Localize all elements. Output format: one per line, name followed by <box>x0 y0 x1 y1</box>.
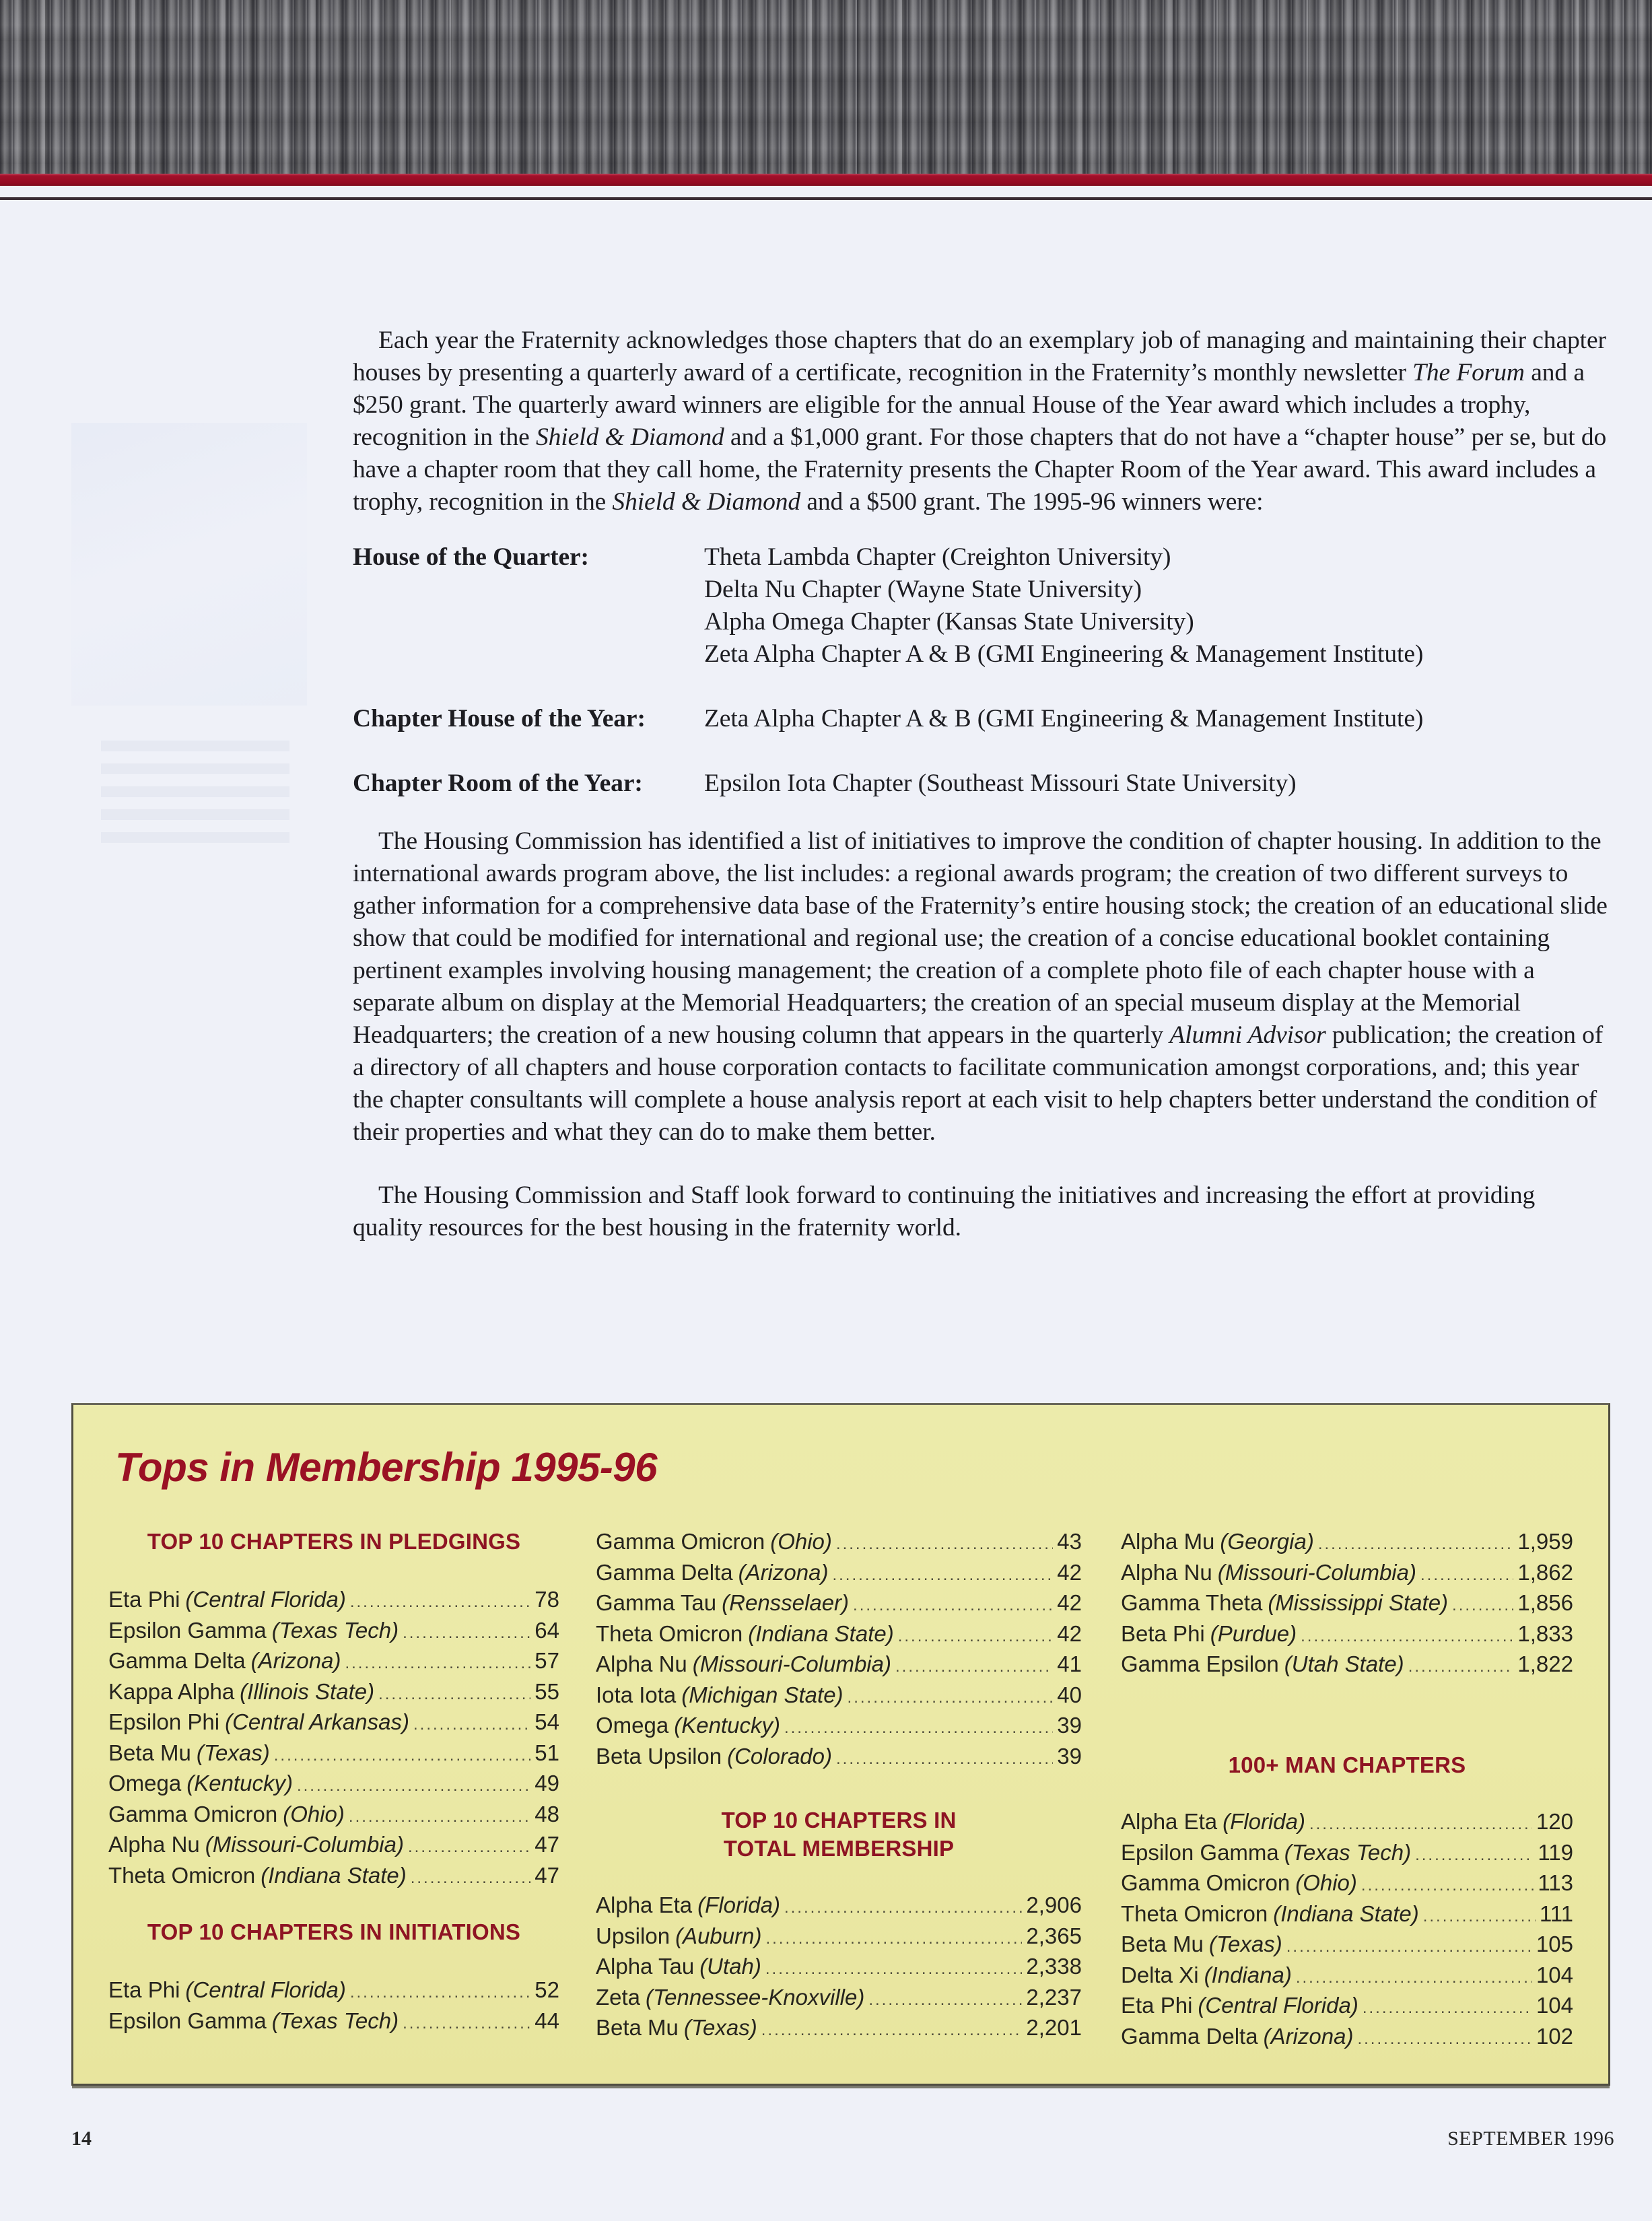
school-name: (Ohio) <box>770 1529 832 1554</box>
list-item <box>108 1708 559 1739</box>
school-name: (Texas Tech) <box>271 1617 399 1643</box>
dot-leader <box>848 1684 1054 1712</box>
count-value: 120 <box>1536 1809 1573 1834</box>
chapter-name: Upsilon <box>596 1923 670 1948</box>
award-winner: Alpha Omega Chapter (Kansas State University) <box>704 608 1194 636</box>
list-item <box>1121 1620 1573 1651</box>
chapter-name: Omega <box>108 1771 182 1796</box>
text-run: Each year the Fraternity acknowledges those chapters that do an exemplary job of managing and maintaining their chapter houses by presenting a quarterly award of a certificate, recognition in the Fraternity’s monthly newsletter <box>353 327 1606 386</box>
school-name: (Utah) <box>699 1954 761 1979</box>
count-value: 102 <box>1536 2023 1573 2049</box>
heading-line: TOTAL MEMBERSHIP <box>723 1836 955 1861</box>
school-name: (Florida) <box>697 1892 780 1917</box>
dot-leader <box>345 1649 530 1678</box>
count-value: 113 <box>1538 1870 1573 1895</box>
count-value: 104 <box>1536 1993 1573 2018</box>
count-value: 64 <box>535 1617 559 1643</box>
chapter-name: Epsilon Phi <box>108 1709 220 1734</box>
school-name: (Arizona) <box>250 1648 341 1673</box>
school-name: (Kentucky) <box>674 1713 780 1738</box>
granite-header-band <box>0 0 1652 174</box>
school-name: (Missouri-Columbia) <box>205 1832 404 1857</box>
school-name: (Central Florida) <box>185 1977 346 2002</box>
dot-leader <box>413 1711 530 1739</box>
dot-leader <box>411 1864 531 1892</box>
count-value: 41 <box>1057 1651 1082 1676</box>
list-item <box>596 1742 1082 1773</box>
publication-title: Shield & Diamond <box>612 488 801 516</box>
intro-paragraph <box>353 324 1610 518</box>
tops-title: Tops in Membership 1995-96 <box>115 1445 658 1490</box>
count-value: 42 <box>1057 1590 1082 1615</box>
list-item <box>108 1769 559 1800</box>
school-name: (Auburn) <box>675 1923 762 1948</box>
school-name: (Missouri-Columbia) <box>692 1651 891 1676</box>
list-item <box>596 1528 1082 1559</box>
award-label-house-of-year: Chapter House of the Year: <box>353 705 646 732</box>
count-value: 39 <box>1057 1713 1082 1738</box>
count-value: 49 <box>535 1771 559 1796</box>
dot-leader <box>350 1588 530 1616</box>
list-item <box>108 1647 559 1678</box>
chapter-name: Gamma Epsilon <box>1121 1651 1279 1676</box>
faded-portrait-photo <box>71 423 307 706</box>
hundred-plus-list <box>1121 1808 1573 2053</box>
total-membership-heading <box>596 1806 1082 1863</box>
count-value: 2,365 <box>1026 1923 1082 1948</box>
list-item <box>108 1831 559 1861</box>
list-item <box>108 1616 559 1647</box>
spacer <box>353 735 704 767</box>
dot-leader <box>853 1592 1053 1620</box>
school-name: (Texas) <box>683 2015 757 2040</box>
list-item <box>596 1589 1082 1620</box>
school-name: (Georgia) <box>1220 1529 1314 1554</box>
award-winners-room-of-year <box>704 767 1610 800</box>
article-body <box>353 324 1610 1244</box>
chapter-name: Delta Xi <box>1121 1962 1199 1987</box>
text-run: and a $250 grant. The quarterly award winners are eligible for the annual House of the Year award which includes a trophy, recognition in the <box>353 359 1585 451</box>
closing-paragraph: The Housing Commission and Staff look forward to continuing the initiatives and increasing the effort at providing quality resources for the best housing in the fraternity world. <box>353 1182 1536 1241</box>
school-name: (Utah State) <box>1284 1651 1404 1676</box>
list-item <box>1121 1869 1573 1900</box>
dot-leader <box>868 1986 1022 2014</box>
school-name: (Arizona) <box>1263 2023 1354 2049</box>
list-item <box>596 1983 1082 2014</box>
dot-leader <box>403 1619 530 1647</box>
text-run: The Housing Commission has identified a list of initiatives to improve the condition of chapter housing. In addition to the international awards program above, the list includes: a regional awards program; the creation of two different surveys to gather information for a comprehensive data base of the Fraternity’s entire housing stock; the creation of an educational slide show that could be modified for international and regional use; the creation of a concise educational booklet containing pertinent examples involving housing management; the creation of a complete photo file of each chapter house with a separate album on display at the Memorial Headquarters; the creation of an special museum display at the Memorial Headquarters; the creation of a new housing column that appears in the quarterly <box>353 827 1608 1049</box>
count-value: 48 <box>535 1801 559 1826</box>
total-membership-list-part-1 <box>596 1891 1082 2045</box>
chapter-name: Gamma Omicron <box>596 1529 765 1554</box>
dot-leader <box>836 1530 1053 1559</box>
dot-leader <box>765 1925 1022 1953</box>
dot-leader <box>408 1833 530 1861</box>
school-name: (Kentucky) <box>186 1771 293 1796</box>
school-name: (Florida) <box>1223 1809 1305 1834</box>
list-item <box>1121 1961 1573 1992</box>
list-item <box>108 1976 559 2007</box>
school-name: (Purdue) <box>1210 1620 1297 1646</box>
spacer <box>353 671 704 703</box>
chapter-name: Gamma Omicron <box>1121 1870 1290 1895</box>
count-value: 1,856 <box>1517 1590 1573 1615</box>
chapter-name: Beta Mu <box>108 1740 191 1765</box>
chapter-name: Theta Omicron <box>1121 1901 1268 1926</box>
chapter-name: Gamma Delta <box>596 1559 733 1585</box>
pledgings-heading: TOP 10 CHAPTERS IN PLEDGINGS <box>147 1529 521 1554</box>
count-value: 42 <box>1057 1559 1082 1585</box>
list-item <box>1121 1839 1573 1870</box>
school-name: (Texas Tech) <box>1284 1839 1412 1865</box>
dot-leader <box>1415 1841 1534 1870</box>
dot-leader <box>378 1680 530 1709</box>
initiatives-paragraph <box>353 825 1610 1149</box>
chapter-name: Eta Phi <box>108 1977 180 2002</box>
chapter-name: Zeta <box>596 1984 641 2010</box>
list-item <box>596 1681 1082 1712</box>
list-item <box>1121 1650 1573 1681</box>
school-name: (Ohio) <box>1295 1870 1357 1895</box>
publication-title: The Forum <box>1412 359 1525 386</box>
publication-title: Alumni Advisor <box>1169 1021 1326 1049</box>
chapter-name: Eta Phi <box>1121 1993 1193 2018</box>
school-name: (Colorado) <box>727 1743 833 1769</box>
chapter-name: Alpha Eta <box>596 1892 693 1917</box>
school-name: (Texas) <box>196 1740 270 1765</box>
pledgings-list <box>108 1585 559 1892</box>
chapter-name: Beta Mu <box>596 2015 679 2040</box>
school-name: (Central Arkansas) <box>225 1709 409 1734</box>
count-value: 47 <box>535 1832 559 1857</box>
list-item <box>596 1620 1082 1651</box>
chapter-name: Theta Omicron <box>596 1620 743 1646</box>
chapter-name: Gamma Delta <box>108 1648 246 1673</box>
list-item <box>1121 1528 1573 1559</box>
dot-leader <box>1361 1872 1534 1900</box>
school-name: (Illinois State) <box>240 1678 375 1704</box>
count-value: 1,862 <box>1517 1559 1573 1585</box>
tops-in-membership-box <box>71 1403 1610 2086</box>
award-winners-house-of-quarter <box>704 541 1610 671</box>
dot-leader <box>1309 1810 1532 1839</box>
dot-leader <box>1420 1561 1513 1590</box>
count-value: 52 <box>535 1977 559 2002</box>
dot-leader <box>1286 1933 1532 1961</box>
list-item <box>596 1711 1082 1742</box>
count-value: 1,822 <box>1517 1651 1573 1676</box>
chapter-name: Kappa Alpha <box>108 1678 235 1704</box>
award-winner: Delta Nu Chapter (Wayne State University) <box>704 576 1142 603</box>
text-run: publication; the creation of a directory of all chapters and house corporation contacts to facilitate communication amongst corporations, and; this year the chapter consultants will complete a house analysis report at each visit to help chapters better understand the condition of their properties and what they can do to make them better. <box>353 1021 1604 1146</box>
count-value: 39 <box>1057 1743 1082 1769</box>
count-value: 78 <box>535 1587 559 1612</box>
dot-leader <box>1452 1592 1513 1620</box>
count-value: 2,201 <box>1026 2015 1082 2040</box>
list-item <box>596 1650 1082 1681</box>
chapter-name: Eta Phi <box>108 1587 180 1612</box>
heading-line: TOP 10 CHAPTERS IN <box>721 1808 957 1833</box>
initiations-heading: TOP 10 CHAPTERS IN INITIATIONS <box>147 1919 521 1944</box>
chapter-name: Alpha Nu <box>108 1832 200 1857</box>
dot-leader <box>1318 1530 1514 1559</box>
count-value: 57 <box>535 1648 559 1673</box>
count-value: 1,959 <box>1517 1529 1573 1554</box>
total-membership-list-part-2 <box>1121 1528 1573 1681</box>
dot-leader <box>1301 1622 1513 1651</box>
list-item <box>108 1800 559 1831</box>
count-value: 44 <box>535 2008 559 2033</box>
list-item <box>1121 1808 1573 1839</box>
school-name: (Ohio) <box>283 1801 345 1826</box>
list-item <box>108 1861 559 1892</box>
school-name: (Central Florida) <box>1198 1993 1358 2018</box>
school-name: (Arizona) <box>738 1559 829 1585</box>
school-name: (Texas Tech) <box>271 2008 399 2033</box>
dot-leader <box>1363 1994 1532 2022</box>
chapter-name: Alpha Mu <box>1121 1529 1215 1554</box>
school-name: (Indiana) <box>1204 1962 1292 1987</box>
list-item <box>596 1891 1082 1922</box>
count-value: 43 <box>1057 1529 1082 1554</box>
school-name: (Indiana State) <box>261 1862 407 1888</box>
issue-date: SEPTEMBER 1996 <box>1447 2127 1614 2150</box>
count-value: 2,906 <box>1026 1892 1082 1917</box>
count-value: 51 <box>535 1740 559 1765</box>
dot-leader <box>761 2016 1023 2045</box>
list-item <box>108 1678 559 1709</box>
initiations-list-part-1 <box>108 1976 559 2037</box>
count-value: 1,833 <box>1517 1620 1573 1646</box>
chapter-name: Gamma Omicron <box>108 1801 278 1826</box>
school-name: (Mississippi State) <box>1268 1590 1449 1615</box>
spacer <box>704 735 1610 767</box>
award-winner: Zeta Alpha Chapter A & B (GMI Engineering & Management Institute) <box>704 705 1424 732</box>
dot-leader <box>1357 2025 1532 2053</box>
dot-leader <box>898 1622 1054 1651</box>
chapter-name: Epsilon Gamma <box>108 2008 267 2033</box>
dot-leader <box>1296 1964 1532 1992</box>
school-name: (Michigan State) <box>681 1682 844 1707</box>
chapter-name: Theta Omicron <box>108 1862 256 1888</box>
list-item <box>596 1559 1082 1590</box>
award-winners-house-of-year <box>704 703 1610 735</box>
award-label-house-of-quarter: House of the Quarter: <box>353 543 589 571</box>
chapter-name: Gamma Delta <box>1121 2023 1258 2049</box>
dot-leader <box>832 1561 1053 1590</box>
chapter-name: Iota Iota <box>596 1682 677 1707</box>
chapter-name: Alpha Nu <box>596 1651 687 1676</box>
chapter-name: Gamma Theta <box>1121 1590 1263 1615</box>
dot-leader <box>1423 1903 1536 1931</box>
count-value: 42 <box>1057 1620 1082 1646</box>
list-item <box>1121 2022 1573 2053</box>
school-name: (Texas) <box>1208 1932 1282 1956</box>
list-item <box>108 1585 559 1616</box>
dot-leader <box>350 1979 530 2007</box>
school-name: (Missouri-Columbia) <box>1217 1559 1416 1585</box>
chapter-name: Alpha Tau <box>596 1954 695 1979</box>
list-item <box>108 2007 559 2038</box>
school-name: (Tennessee-Knoxville) <box>646 1984 865 2010</box>
count-value: 104 <box>1536 1962 1573 1987</box>
chapter-name: Epsilon Gamma <box>1121 1839 1279 1865</box>
count-value: 47 <box>535 1862 559 1888</box>
chapter-name: Gamma Tau <box>596 1590 717 1615</box>
chapter-name: Beta Upsilon <box>596 1743 722 1769</box>
list-item <box>1121 1559 1573 1590</box>
count-value: 2,237 <box>1026 1984 1082 2010</box>
red-accent-rule <box>0 174 1652 186</box>
count-value: 2,338 <box>1026 1954 1082 1979</box>
dot-leader <box>1408 1653 1514 1681</box>
text-run: and a $1,000 grant. For those chapters that do not have a “chapter house” per se, but do have a chapter room that they call home, the Fraternity presents the Chapter Room of the Year award. This award includes a trophy, recognition in the <box>353 423 1607 516</box>
chapter-name: Beta Phi <box>1121 1620 1205 1646</box>
chapter-name: Alpha Nu <box>1121 1559 1212 1585</box>
list-item <box>1121 1900 1573 1931</box>
initiations-list-part-2 <box>596 1528 1082 1773</box>
list-item <box>108 1739 559 1770</box>
dot-leader <box>784 1714 1053 1742</box>
faded-photo-caption <box>101 741 289 848</box>
school-name: (Central Florida) <box>185 1587 346 1612</box>
spacer <box>704 671 1610 703</box>
text-run: and a $500 grant. The 1995-96 winners were: <box>800 488 1264 516</box>
list-item <box>596 1922 1082 1953</box>
award-winners-list <box>353 541 1610 800</box>
page-number: 14 <box>71 2127 92 2150</box>
list-item <box>1121 1589 1573 1620</box>
school-name: (Indiana State) <box>748 1620 894 1646</box>
school-name: (Rensselaer) <box>722 1590 850 1615</box>
count-value: 105 <box>1536 1932 1573 1956</box>
list-item <box>1121 1991 1573 2022</box>
dot-leader <box>784 1894 1022 1922</box>
count-value: 54 <box>535 1709 559 1734</box>
school-name: (Indiana State) <box>1273 1901 1419 1926</box>
chapter-name: Alpha Eta <box>1121 1809 1218 1834</box>
dot-leader <box>765 1955 1023 1983</box>
dot-leader <box>349 1803 530 1831</box>
award-winner: Zeta Alpha Chapter A & B (GMI Engineering & Management Institute) <box>704 640 1424 668</box>
award-winner: Theta Lambda Chapter (Creighton University) <box>704 543 1171 571</box>
count-value: 55 <box>535 1678 559 1704</box>
dot-leader <box>297 1772 530 1800</box>
chapter-name: Epsilon Gamma <box>108 1617 267 1643</box>
header-divider-line <box>0 197 1652 200</box>
award-winner: Epsilon Iota Chapter (Southeast Missouri State University) <box>704 770 1297 797</box>
list-item <box>596 1952 1082 1983</box>
hundred-plus-heading: 100+ MAN CHAPTERS <box>1228 1752 1466 1777</box>
dot-leader <box>274 1742 531 1770</box>
chapter-name: Beta Mu <box>1121 1932 1204 1956</box>
count-value: 119 <box>1538 1839 1573 1865</box>
publication-title: Shield & Diamond <box>536 423 724 451</box>
chapter-name: Omega <box>596 1713 669 1738</box>
count-value: 111 <box>1539 1901 1573 1926</box>
count-value: 40 <box>1057 1682 1082 1707</box>
dot-leader <box>895 1653 1053 1681</box>
award-label-room-of-year: Chapter Room of the Year: <box>353 770 643 797</box>
dot-leader <box>836 1745 1053 1773</box>
list-item <box>1121 1930 1573 1961</box>
dot-leader <box>403 2010 530 2038</box>
list-item <box>596 2014 1082 2045</box>
